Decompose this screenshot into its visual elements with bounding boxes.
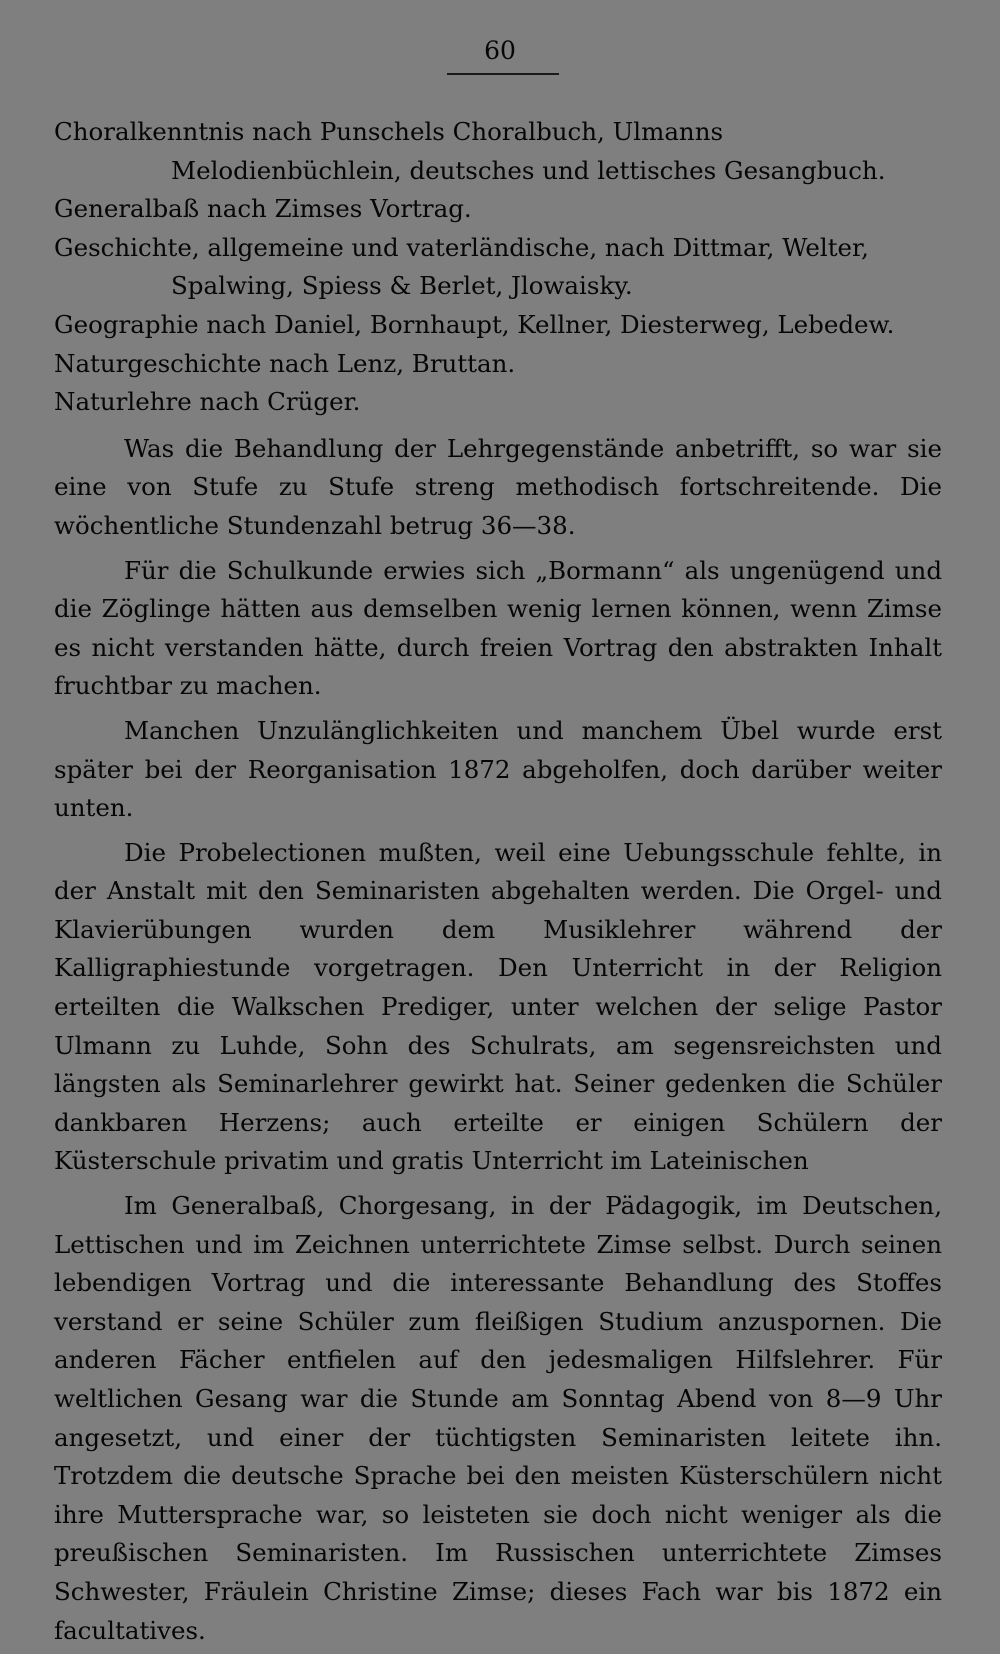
page-number: 60 <box>484 36 516 65</box>
list-item-geschichte: Geschichte, allgemeine und vaterländische, nach Dittmar, Welter, Spalwing, Spiess & Berlet, Jlowaisky. <box>54 232 869 301</box>
list-item-geographie: Geographie nach Daniel, Bornhaupt, Kellner, Diesterweg, Lebedew. <box>54 309 895 339</box>
page-number-rule <box>447 73 559 75</box>
paragraph-unterricht: Im Generalbaß, Chorgesang, in der Pädagogik, im Deutschen, Lettischen und im Zeichnen unterrichtete Zimse selbst. Durch seinen lebendigen Vortrag und die interessante Behandlung des Stoffes verstand er seine Schüler zum fleißigen Studium anzuspornen. Die anderen Fächer entfielen auf den jedesmaligen Hilfslehrer. Für weltlichen Gesang war die Stunde am Sonntag Abend von 8—9 Uhr angesetzt, und einer der tüchtigsten Seminaristen leitete ihn. Trotzdem die deutsche Sprache bei den meisten Küsterschülern nicht ihre Muttersprache war, so leisteten sie doch nicht weniger als die preußischen Seminaristen. Im Russischen unterrichtete Zimses Schwester, Fräulein Christine Zimse; dieses Fach war bis 1872 ein facultatives. <box>54 1191 942 1645</box>
page-body <box>54 113 942 1650</box>
list-item-choral: Choralkenntnis nach Punschels Choralbuch, Ulmanns Melodienbüchlein, deutsches und lettisches Gesangbuch. <box>54 117 886 185</box>
list-item-naturlehre: Naturlehre nach Crüger. <box>54 387 361 417</box>
list-item-generalbass: Generalbaß nach Zimses Vortrag. <box>54 194 472 224</box>
paragraph-probelectionen: Die Probelectionen mußten, weil eine Uebungsschule fehlte, in der Anstalt mit den Seminaristen abgehalten werden. Die Orgel- und Klavierübungen wurden dem Musiklehrer während der Kalligraphiestunde vorgetragen. Den Unterricht in der Religion erteilten die Walkschen Prediger, unter welchen der selige Pastor Ulmann zu Luhde, Sohn des Schulrats, am segensreichsten und längsten als Seminarlehrer gewirkt hat. Seiner gedenken die Schüler dankbaren Herzens; auch erteilte er einigen Schülern der Küsterschule privatim und gratis Unterricht im Lateinischen <box>54 837 942 1176</box>
paragraph-behandlung: Was die Behandlung der Lehrgegenstände anbetrifft, so war sie eine von Stufe zu Stufe streng methodisch fortschreitende. Die wöchentliche Stundenzahl betrug 36—38. <box>54 433 942 540</box>
paragraph-schulkunde: Für die Schulkunde erwies sich „Bormann“ als ungenügend und die Zöglinge hätten aus demselben wenig lernen können, wenn Zimse es nicht verstanden hätte, durch freien Vortrag den abstrakten Inhalt fruchtbar zu machen. <box>54 555 942 701</box>
subject-list <box>54 113 942 422</box>
paragraph-reorganisation: Manchen Unzulänglichkeiten und manchem Übel wurde erst später bei der Reorganisation 1872 abgeholfen, doch darüber weiter unten. <box>54 715 942 823</box>
list-item-naturgeschichte: Naturgeschichte nach Lenz, Bruttan. <box>54 348 516 378</box>
